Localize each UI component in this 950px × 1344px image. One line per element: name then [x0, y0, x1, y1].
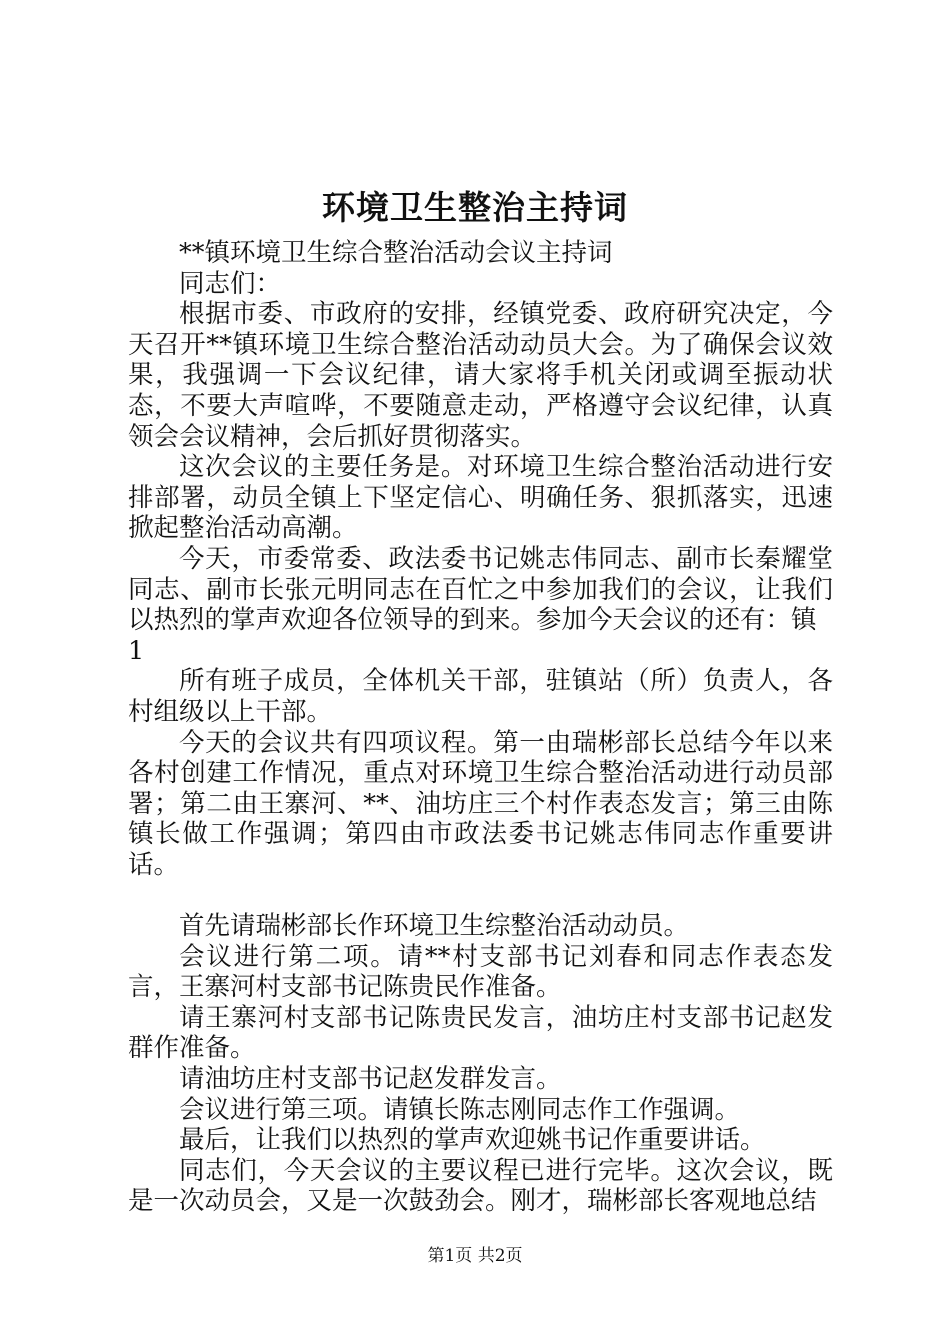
body-paragraph: 今天，市委常委、政法委书记姚志伟同志、副市长秦耀堂同志、副市长张元明同志在百忙之中参加我们的会议，让我们以热烈的掌声欢迎各位领导的到来。参加今天会议的还有：镇 [128, 543, 833, 636]
body-paragraph: 今天的会议共有四项议程。第一由瑞彬部长总结今年以来各村创建工作情况，重点对环境卫生综合整治活动进行动员部署；第二由王寨河、**、油坊庄三个村作表态发言；第三由陈镇长做工作强调；第四由市政法委书记姚志伟同志作重要讲话。 [128, 727, 833, 880]
paragraph-gap [128, 880, 833, 911]
body-paragraph: 首先请瑞彬部长作环境卫生综整治活动动员。 [179, 911, 690, 942]
body-paragraph: 请王寨河村支部书记陈贵民发言，油坊庄村支部书记赵发群作准备。 [128, 1002, 833, 1064]
salutation-paragraph: 同志们： [179, 268, 282, 299]
body-paragraph: 根据市委、市政府的安排，经镇党委、政府研究决定，今天召开**镇环境卫生综合整治活动动员大会。为了确保会议效果，我强调一下会议纪律，请大家将手机关闭或调至振动状态，不要大声喧哗，不要随意走动，严格遵守会议纪律，认真领会会议精神，会后抓好贯彻落实。 [128, 299, 833, 452]
body-paragraph: 同志们，今天会议的主要议程已进行完毕。这次会议，既是一次动员会，又是一次鼓劲会。刚才，瑞彬部长客观地总结 [128, 1155, 833, 1217]
subtitle-paragraph: **镇环境卫生综合整治活动会议主持词 [179, 238, 613, 268]
body-paragraph: 会议进行第二项。请**村支部书记刘春和同志作表态发言，王寨河村支部书记陈贵民作准备。 [128, 941, 833, 1003]
body-paragraph: 所有班子成员，全体机关干部，驻镇站（所）负责人，各村组级以上干部。 [128, 666, 833, 727]
document-title: 环境卫生整治主持词 [322, 188, 628, 227]
body-paragraph: 最后，让我们以热烈的掌声欢迎姚书记作重要讲话。 [179, 1125, 766, 1156]
inline-page-number: 1 [128, 635, 145, 666]
document-body [128, 238, 833, 1217]
body-paragraph: 请油坊庄村支部书记赵发群发言。 [179, 1064, 562, 1095]
body-paragraph: 会议进行第三项。请镇长陈志刚同志作工作强调。 [179, 1094, 741, 1125]
body-paragraph: 这次会议的主要任务是。对环境卫生综合整治活动进行安排部署，动员全镇上下坚定信心、明确任务、狠抓落实，迅速掀起整治活动高潮。 [128, 452, 833, 544]
page-footer: 第1页 共2页 [427, 1246, 523, 1266]
